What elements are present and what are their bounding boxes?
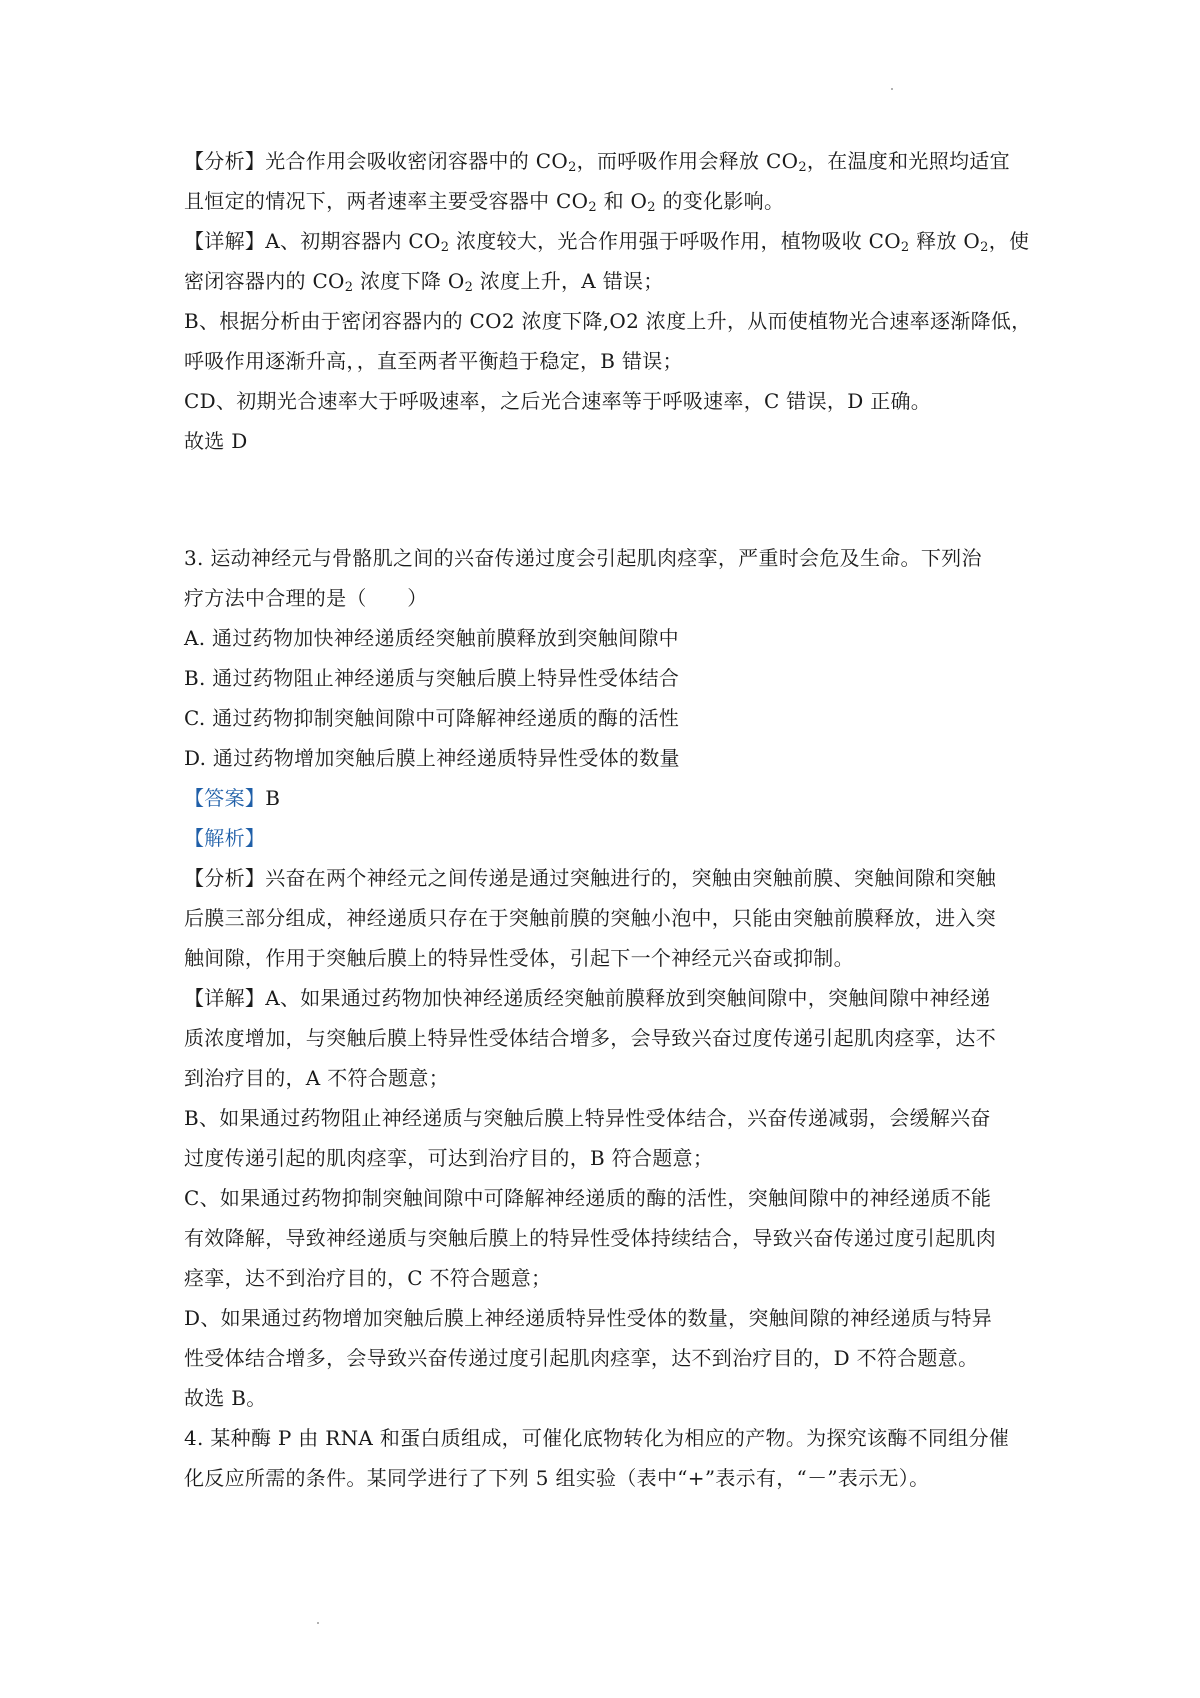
q3-analysis-line-2: 后膜三部分组成，神经递质只存在于突触前膜的突触小泡中，只能由突触前膜释放，进入突 xyxy=(184,906,996,930)
scan-dot-top xyxy=(891,88,893,90)
scan-dot-bottom xyxy=(317,1622,319,1624)
q3-answer xyxy=(184,778,1034,818)
q3-detail-line-8: 痉挛，达不到治疗目的，C 不符合题意； xyxy=(184,1266,552,1290)
q3-stem-line-1: 3. 运动神经元与骨骼肌之间的兴奋传递过度会引起肌肉痉挛，严重时会危及生命。下列治 xyxy=(184,546,982,570)
q4-stem-line-1: 4. 某种酶 P 由 RNA 和蛋白质组成，可催化底物转化为相应的产物。为探究该酶不同组分催 xyxy=(184,1426,1010,1450)
prev-detail-cd: CD、初期光合速率大于呼吸速率，之后光合速率等于呼吸速率，C 错误，D 正确。 xyxy=(184,389,932,413)
prev-detail-b-line-2: 呼吸作用逐渐升高，，直至两者平衡趋于稳定，B 错误； xyxy=(184,349,683,373)
section-gap xyxy=(184,461,1034,538)
answer-label: 【答案】 xyxy=(184,786,266,810)
prev-detail-line-1: 【详解】A、初期容器内 $CO_2$ 浓度较大，光合作用强于呼吸作用，植物吸收 $CO_2$ 释放 $O_2$，使 xyxy=(184,229,1030,255)
q3-jiexi-label: 【解析】 xyxy=(184,826,266,850)
prev-detail-line-2: 密闭容器内的 $CO_2$ 浓度下降 $O_2$ 浓度上升，A 错误； xyxy=(184,269,664,295)
prev-detail-b-line-1: B、根据分析由于密闭容器内的 CO2 浓度下降,O2 浓度上升，从而使植物光合速率逐渐降低， xyxy=(184,309,1032,333)
q3-option-a: A. 通过药物加快神经递质经突触前膜释放到突触间隙中 xyxy=(184,626,679,650)
q3-detail-line-3: 到治疗目的，A 不符合题意； xyxy=(184,1066,450,1090)
q3-detail-line-9: D、如果通过药物增加突触后膜上神经递质特异性受体的数量，突触间隙的神经递质与特异 xyxy=(184,1306,993,1330)
q3-detail-line-7: 有效降解，导致神经递质与突触后膜上的特异性受体持续结合，导致兴奋传递过度引起肌肉 xyxy=(184,1226,996,1250)
prev-conclusion: 故选 D xyxy=(184,429,248,453)
q3-option-b: B. 通过药物阻止神经递质与突触后膜上特异性受体结合 xyxy=(184,666,680,690)
q3-detail-line-1: 【详解】A、如果通过药物加快神经递质经突触前膜释放到突触间隙中，突触间隙中神经递 xyxy=(184,986,991,1010)
q3-conclusion: 故选 B。 xyxy=(184,1386,267,1410)
q3-analysis-line-1: 【分析】兴奋在两个神经元之间传递是通过突触进行的，突触由突触前膜、突触间隙和突触 xyxy=(184,866,996,890)
answer-value: B xyxy=(265,786,281,810)
q3-detail-line-5: 过度传递引起的肌肉痉挛，可达到治疗目的，B 符合题意； xyxy=(184,1146,714,1170)
page-content xyxy=(184,141,1034,1498)
q3-detail-line-4: B、如果通过药物阻止神经递质与突触后膜上特异性受体结合，兴奋传递减弱，会缓解兴奋 xyxy=(184,1106,991,1130)
q3-detail-line-2: 质浓度增加，与突触后膜上特异性受体结合增多，会导致兴奋过度传递引起肌肉痉挛，达不 xyxy=(184,1026,996,1050)
q3-detail-line-10: 性受体结合增多，会导致兴奋传递过度引起肌肉痉挛，达不到治疗目的，D 不符合题意。 xyxy=(184,1346,979,1370)
q3-analysis-line-3: 触间隙，作用于突触后膜上的特异性受体，引起下一个神经元兴奋或抑制。 xyxy=(184,946,854,970)
q3-stem-line-2: 疗方法中合理的是（ ） xyxy=(184,586,428,610)
q4-stem-line-2: 化反应所需的条件。某同学进行了下列 5 组实验（表中“+”表示有，“－”表示无）。 xyxy=(184,1466,930,1490)
q3-option-d: D. 通过药物增加突触后膜上神经递质特异性受体的数量 xyxy=(184,746,680,770)
q3-detail-line-6: C、如果通过药物抑制突触间隙中可降解神经递质的酶的活性，突触间隙中的神经递质不能 xyxy=(184,1186,992,1210)
q3-option-c: C. 通过药物抑制突触间隙中可降解神经递质的酶的活性 xyxy=(184,706,680,730)
prev-analysis-line-1: 【分析】光合作用会吸收密闭容器中的 $CO_2$，而呼吸作用会释放 $CO_2$，在温度和光照均适宜 xyxy=(184,149,1010,175)
prev-analysis-line-2: 且恒定的情况下，两者速率主要受容器中 $CO_2$ 和 $O_2$ 的变化影响。 xyxy=(184,189,785,215)
